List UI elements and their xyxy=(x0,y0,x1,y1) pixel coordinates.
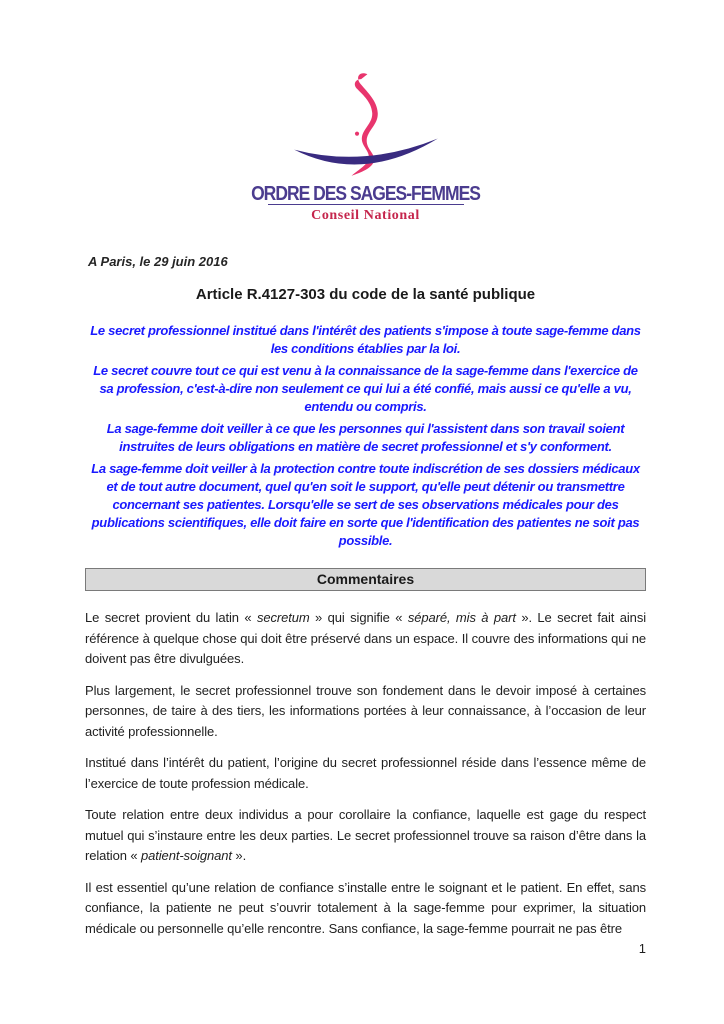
commentaires-paragraph xyxy=(85,681,646,743)
text-run: » qui signifie « xyxy=(309,610,408,625)
article-paragraph: La sage-femme doit veiller à ce que les personnes qui l'assistent dans son travail soient instruites de leurs obligations en matière de secret professionnel et s'y conforment. xyxy=(106,421,625,454)
text-run: Toute relation entre deux individus a pour corollaire la confiance, laquelle est gage du respect mutuel qui s’instaure entre les deux parties. Le secret professionnel trouve sa raison d’être dans la relation « xyxy=(85,807,646,863)
org-name: ORDRE DES SAGES-FEMMES xyxy=(251,181,480,205)
navel-dot-icon xyxy=(354,132,358,136)
page-number: 1 xyxy=(638,941,646,956)
logo xyxy=(85,0,646,224)
italic-run: séparé, mis à part xyxy=(407,610,516,625)
italic-run: secretum xyxy=(256,610,310,625)
logo-graphic xyxy=(290,70,442,178)
italic-run: patient-soignant xyxy=(141,848,232,863)
text-run: Institué dans l’intérêt du patient, l’origine du secret professionnel réside dans l’essence même de l’exercice de toute profession médicale. xyxy=(85,755,646,791)
org-subtitle: Conseil National xyxy=(311,208,420,223)
commentaires-body xyxy=(85,608,646,939)
article-paragraph: La sage-femme doit veiller à la protection contre toute indiscrétion de ses dossiers médicaux et de tout autre document, quel qu'en soit le support, qu'elle peut détenir ou transmettre concernant ses patientes. Lorsqu'elle se sert de ses observations médicales pour des publications scientifiques, elle doit faire en sorte que l'identification des patientes ne soit pas possible. xyxy=(91,461,640,548)
text-run: ». xyxy=(231,848,247,863)
text-run: ». Le secret fait ainsi référence à quelque chose qui doit être préservé dans un espace. Il couvre des informations qui ne doivent pas être divulguées. xyxy=(85,610,647,666)
commentaires-paragraph xyxy=(85,805,646,867)
article-paragraph: Le secret professionnel institué dans l'intérêt des patients s'impose à toute sage-femme dans les conditions établies par la loi. xyxy=(90,323,641,356)
text-run: Il est essentiel qu’une relation de confiance s’installe entre le soignant et le patient. En effet, sans confiance, la patiente ne peut s’ouvrir totalement à la sage-femme pour exprimer, la situation médicale ou personnelle qu’elle rencontre. Sans confiance, la sage-femme pourrait ne pas être xyxy=(85,879,646,936)
commentaires-paragraph xyxy=(85,608,646,670)
article-text xyxy=(85,322,646,550)
dateline: A Paris, le 29 juin 2016 xyxy=(88,254,228,269)
text-run: Plus largement, le secret professionnel trouve son fondement dans le devoir imposé à certaines personnes, de taire à des tiers, les informations portées à leur connaissance, à l’occasion de leur activité professionnelle. xyxy=(85,682,646,739)
commentaires-paragraph xyxy=(85,753,646,794)
commentaires-heading: Commentaires xyxy=(316,571,415,587)
commentaires-heading-box xyxy=(85,568,646,591)
article-paragraph: Le secret couvre tout ce qui est venu à la connaissance de la sage-femme dans l'exercice de sa profession, c'est-à-dire non seulement ce qui lui a été confié, mais aussi ce qu'elle a vu, entendu ou compris. xyxy=(93,363,638,414)
commentaires-paragraph xyxy=(85,878,646,940)
article-title: Article R.4127-303 du code de la santé publique xyxy=(195,286,536,303)
text-run: Le secret provient du latin « xyxy=(85,610,257,625)
